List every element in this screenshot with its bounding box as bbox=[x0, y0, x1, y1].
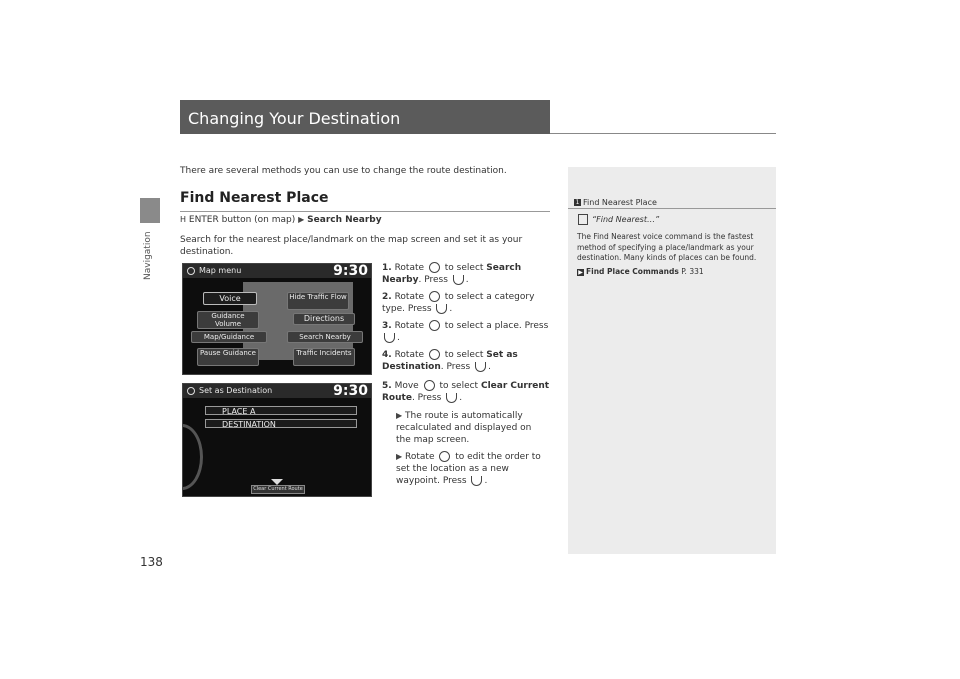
step-text: to select bbox=[444, 350, 484, 360]
step-text: to select a category type. Press bbox=[382, 292, 535, 314]
step-number: 2. bbox=[382, 292, 392, 302]
step-number: 3. bbox=[382, 321, 392, 331]
clear-current-route-button[interactable]: Clear Current Route bbox=[251, 485, 305, 494]
step-1: 1. Rotate to select Search Nearby. Press . bbox=[382, 263, 522, 285]
press-icon bbox=[475, 362, 486, 372]
arrow-right-icon: ▶ bbox=[396, 452, 403, 461]
note-title bbox=[574, 198, 657, 207]
arrow-right-icon: ▶ bbox=[396, 411, 403, 420]
press-icon bbox=[436, 304, 447, 314]
pause-guidance-button[interactable]: Pause Guidance bbox=[197, 348, 259, 366]
note-rule bbox=[568, 208, 776, 209]
reference-arrow-icon: ▶ bbox=[578, 268, 583, 276]
menu-path bbox=[180, 215, 382, 225]
substep-2: ▶ Rotate to edit the order to set the location as a new waypoint. Press . bbox=[396, 452, 541, 486]
step-number: 5. bbox=[382, 381, 392, 391]
home-glyph-icon: H bbox=[180, 215, 187, 224]
destination-row-destination[interactable]: DESTINATION bbox=[205, 419, 357, 428]
directions-button[interactable]: Directions bbox=[293, 313, 355, 325]
step-text: to select bbox=[444, 263, 484, 273]
note-sidebar bbox=[568, 167, 776, 554]
destination-row-place-a[interactable]: PLACE A bbox=[205, 406, 357, 415]
step-text: Rotate bbox=[394, 350, 425, 360]
substep-text: Rotate bbox=[405, 452, 435, 462]
dial-icon bbox=[439, 451, 450, 462]
note-voice-command: “Find Nearest…” bbox=[592, 215, 660, 224]
title-rule bbox=[550, 133, 776, 134]
step-text: Move bbox=[394, 381, 419, 391]
section-rule bbox=[180, 211, 550, 212]
joystick-icon bbox=[424, 380, 435, 391]
press-icon bbox=[446, 393, 457, 403]
step-4: 4. Rotate to select Set as Destination. Press . bbox=[382, 350, 518, 372]
press-icon bbox=[471, 476, 482, 486]
section-title: Find Nearest Place bbox=[180, 190, 329, 206]
screen-title: Set as Destination bbox=[199, 386, 273, 395]
step-text: to select bbox=[439, 381, 479, 391]
page-number: 138 bbox=[140, 555, 163, 569]
dial-arc bbox=[182, 424, 203, 490]
map-menu-screen bbox=[182, 263, 372, 375]
step-text: . Press bbox=[411, 393, 442, 403]
note-title-text: Find Nearest Place bbox=[583, 198, 657, 207]
step-text: Rotate bbox=[394, 263, 425, 273]
arrow-right-icon: ▶ bbox=[298, 215, 305, 224]
search-nearby-button[interactable]: Search Nearby bbox=[287, 331, 363, 343]
step-bold: Clear Current Route bbox=[382, 381, 550, 403]
step-text: Rotate bbox=[394, 292, 425, 302]
screen-title: Map menu bbox=[199, 266, 242, 275]
substep-text: to edit the order to set the location as a new waypoint. Press bbox=[396, 452, 541, 486]
step-3: 3. Rotate to select a place. Press . bbox=[382, 321, 549, 343]
guidance-volume-button[interactable]: Guidance Volume bbox=[197, 311, 259, 329]
step-text: to select a place. Press bbox=[444, 321, 549, 331]
side-tab-marker bbox=[140, 198, 160, 223]
dial-icon bbox=[429, 291, 440, 302]
step-2: 2. Rotate to select a category type. Press . bbox=[382, 292, 535, 314]
voice-button[interactable]: Voice bbox=[203, 292, 257, 305]
press-icon bbox=[384, 333, 395, 343]
hide-traffic-flow-button[interactable]: Hide Traffic Flow bbox=[287, 292, 349, 310]
screen-clock: 9:30 bbox=[333, 383, 368, 399]
step-bold: Search Nearby bbox=[382, 263, 522, 285]
home-icon bbox=[187, 387, 195, 395]
dial-icon bbox=[429, 320, 440, 331]
note-reference[interactable] bbox=[577, 267, 704, 276]
dial-icon bbox=[429, 349, 440, 360]
dial-icon bbox=[429, 262, 440, 273]
substep-1 bbox=[396, 410, 546, 446]
note-marker-icon: 1 bbox=[575, 199, 580, 206]
voice-command-icon bbox=[578, 214, 588, 225]
menu-path-target: Search Nearby bbox=[307, 215, 382, 225]
note-reference-label: Find Place Commands bbox=[586, 267, 679, 276]
note-body: The Find Nearest voice command is the fastest method of specifying a place/landmark as your destination. Many kinds of places can be found. bbox=[577, 232, 757, 262]
screen-clock: 9:30 bbox=[333, 263, 368, 279]
map-guidance-button[interactable]: Map/Guidance bbox=[191, 331, 267, 343]
side-section-label: Navigation bbox=[143, 231, 153, 280]
step-number: 4. bbox=[382, 350, 392, 360]
traffic-incidents-button[interactable]: Traffic Incidents bbox=[293, 348, 355, 366]
home-icon bbox=[187, 267, 195, 275]
page-title: Changing Your Destination bbox=[188, 109, 401, 128]
step-text: Rotate bbox=[394, 321, 425, 331]
section-description: Search for the nearest place/landmark on the map screen and set it as your destination. bbox=[180, 235, 523, 257]
substep-text: The route is automatically recalculated and displayed on the map screen. bbox=[396, 411, 532, 445]
step-5: 5. Move to select Clear Current Route. Press . bbox=[382, 381, 550, 403]
press-icon bbox=[453, 275, 464, 285]
step-number: 1. bbox=[382, 263, 392, 273]
intro-text: There are several methods you can use to change the route destination. bbox=[180, 166, 507, 176]
set-destination-screen bbox=[182, 383, 372, 497]
step-bold: Set as Destination bbox=[382, 350, 518, 372]
note-reference-page: P. 331 bbox=[681, 267, 704, 276]
step-text: . Press bbox=[440, 362, 471, 372]
menu-path-prefix: ENTER button (on map) bbox=[188, 215, 296, 225]
step-text: . Press bbox=[418, 275, 448, 285]
